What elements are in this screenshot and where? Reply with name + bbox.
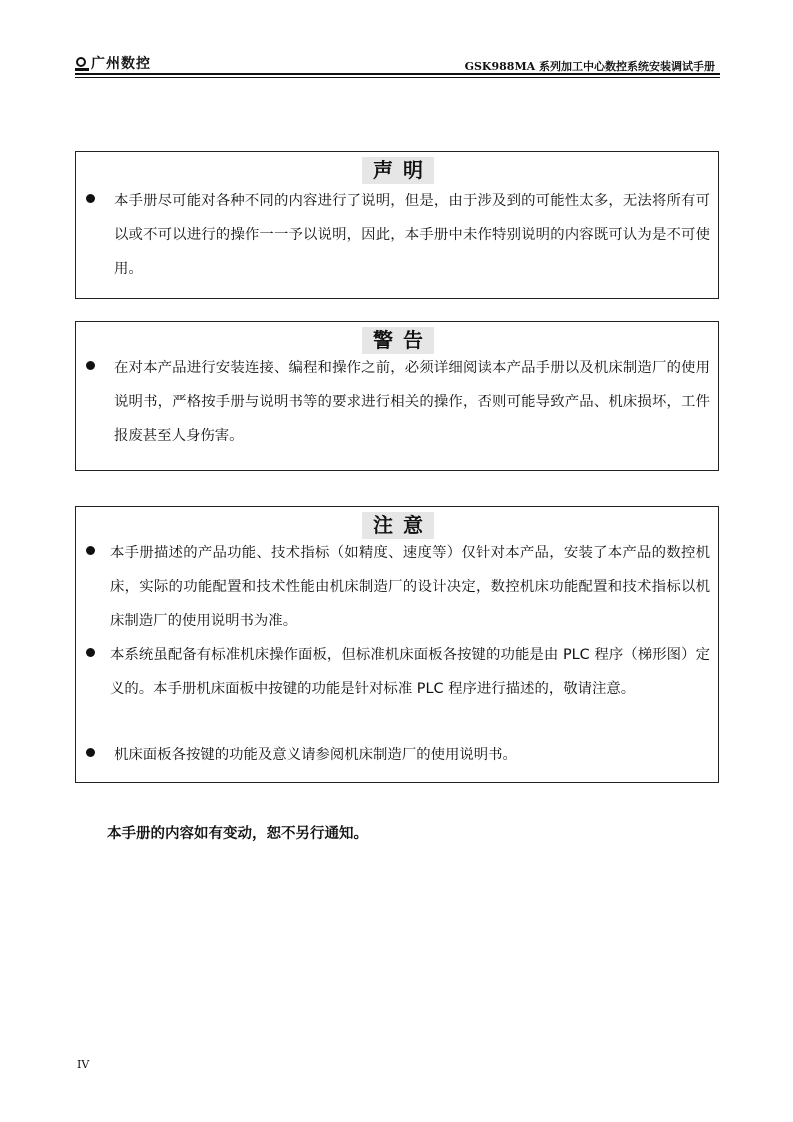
header-rule-thick: [75, 73, 720, 75]
document-title: GSK988MA 系列加工中心数控系统安装调试手册: [464, 60, 715, 73]
page-number: IV: [77, 1058, 90, 1071]
bullet-icon: [86, 748, 95, 757]
bullet-icon: [86, 546, 95, 555]
gsk-logo-icon: [75, 57, 89, 71]
declaration-item: [86, 184, 710, 286]
warning-box: [75, 321, 719, 471]
warning-item: [86, 351, 710, 453]
notice-text-1: 本手册描述的产品功能、技术指标（如精度、速度等）仅针对本产品，安装了本产品的数控机床，实际的功能配置和技术性能由机床制造厂的设计决定，数控机床功能配置和技术指标以机床制造厂的使用说明书为准。: [110, 545, 710, 629]
company-logo: [75, 56, 151, 72]
bullet-icon: [86, 194, 95, 203]
logo-text: 广州数控: [91, 56, 151, 72]
bullet-icon: [86, 648, 95, 657]
warning-text: 在对本产品进行安装连接、编程和操作之前，必须详细阅读本产品手册以及机床制造厂的使用说明书，严格按手册与说明书等的要求进行相关的操作，否则可能导致产品、机床损坏，工件报废甚至人身伤害。: [114, 360, 710, 444]
warning-title: 警告: [362, 327, 434, 354]
notice-item: [86, 536, 710, 638]
header-rule-thin: [75, 77, 720, 78]
notice-text-2: 本系统虽配备有标准机床操作面板，但标准机床面板各按键的功能是由 PLC 程序（梯形图）定义的。本手册机床面板中按键的功能是针对标准 PLC 程序进行描述的，敬请注意。: [110, 647, 710, 697]
notice-title: 注意: [362, 512, 434, 539]
declaration-title: 声明: [362, 157, 434, 184]
notice-item: [86, 638, 710, 706]
bullet-icon: [86, 361, 95, 370]
notice-box: [75, 506, 719, 783]
closing-statement: 本手册的内容如有变动，恕不另行通知。: [107, 826, 368, 842]
declaration-text: 本手册尽可能对各种不同的内容进行了说明，但是，由于涉及到的可能性太多，无法将所有可以或不可以进行的操作一一予以说明，因此，本手册中未作特别说明的内容既可认为是不可使用。: [114, 193, 710, 277]
notice-item: [86, 738, 710, 772]
declaration-box: [75, 151, 719, 299]
notice-text-3: 机床面板各按键的功能及意义请参阅机床制造厂的使用说明书。: [114, 747, 517, 763]
